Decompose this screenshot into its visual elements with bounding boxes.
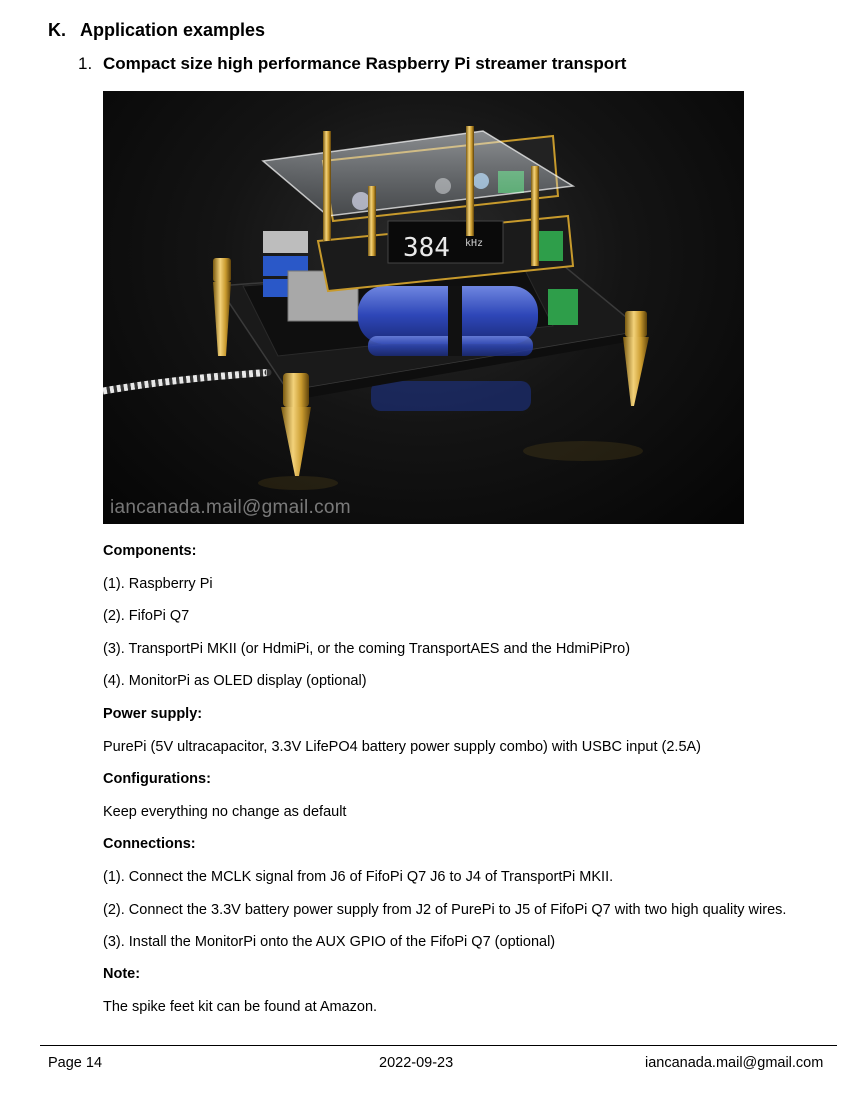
component-item: (4). MonitorPi as OLED display (optional) bbox=[103, 673, 367, 689]
power-supply-text: PurePi (5V ultracapacitor, 3.3V LifePO4 battery power supply combo) with USBC input (2.5A) bbox=[103, 739, 702, 755]
streamer-illustration bbox=[103, 91, 744, 524]
connection-item: (1). Connect the MCLK signal from J6 of FifoPi Q7 J6 to J4 of TransportPi MKII. bbox=[103, 869, 614, 885]
configurations-text: Keep everything no change as default bbox=[103, 804, 347, 820]
spike-foot-back-left bbox=[213, 258, 231, 356]
footer-divider bbox=[40, 1045, 837, 1046]
components-heading: Components: bbox=[103, 543, 197, 559]
component-item: (3). TransportPi MKII (or HdmiPi, or the coming TransportAES and the HdmiPiPro) bbox=[103, 641, 631, 657]
component-item: (2). FifoPi Q7 bbox=[103, 608, 190, 624]
subsection-title: Compact size high performance Raspberry Pi streamer transport bbox=[103, 54, 627, 73]
oled-reading: 384 bbox=[403, 233, 450, 263]
photo-watermark: iancanada.mail@gmail.com bbox=[110, 497, 351, 518]
connection-item: (3). Install the MonitorPi onto the AUX GPIO of the FifoPi Q7 (optional) bbox=[103, 934, 556, 950]
oled-unit: kHz bbox=[465, 238, 484, 249]
subsection-number: 1. bbox=[78, 54, 93, 73]
spike-foot-front-left bbox=[281, 373, 311, 476]
spike-foot-back-right bbox=[623, 311, 649, 406]
connections-heading: Connections: bbox=[103, 836, 196, 852]
note-text: The spike feet kit can be found at Amazon. bbox=[103, 999, 378, 1015]
section-heading bbox=[48, 20, 265, 41]
section-title: Application examples bbox=[80, 20, 266, 40]
section-number: K. bbox=[48, 20, 66, 40]
subsection-heading bbox=[78, 54, 626, 74]
product-photo bbox=[103, 91, 744, 524]
note-heading: Note: bbox=[103, 966, 141, 982]
footer-email: iancanada.mail@gmail.com bbox=[645, 1055, 824, 1071]
footer-date: 2022-09-23 bbox=[379, 1055, 454, 1071]
component-item: (1). Raspberry Pi bbox=[103, 576, 213, 592]
footer-page-number: Page 14 bbox=[48, 1055, 103, 1071]
connection-item: (2). Connect the 3.3V battery power supply from J2 of PurePi to J5 of FifoPi Q7 with two high quality wires. bbox=[103, 902, 787, 918]
configurations-heading: Configurations: bbox=[103, 771, 211, 787]
power-supply-heading: Power supply: bbox=[103, 706, 203, 722]
